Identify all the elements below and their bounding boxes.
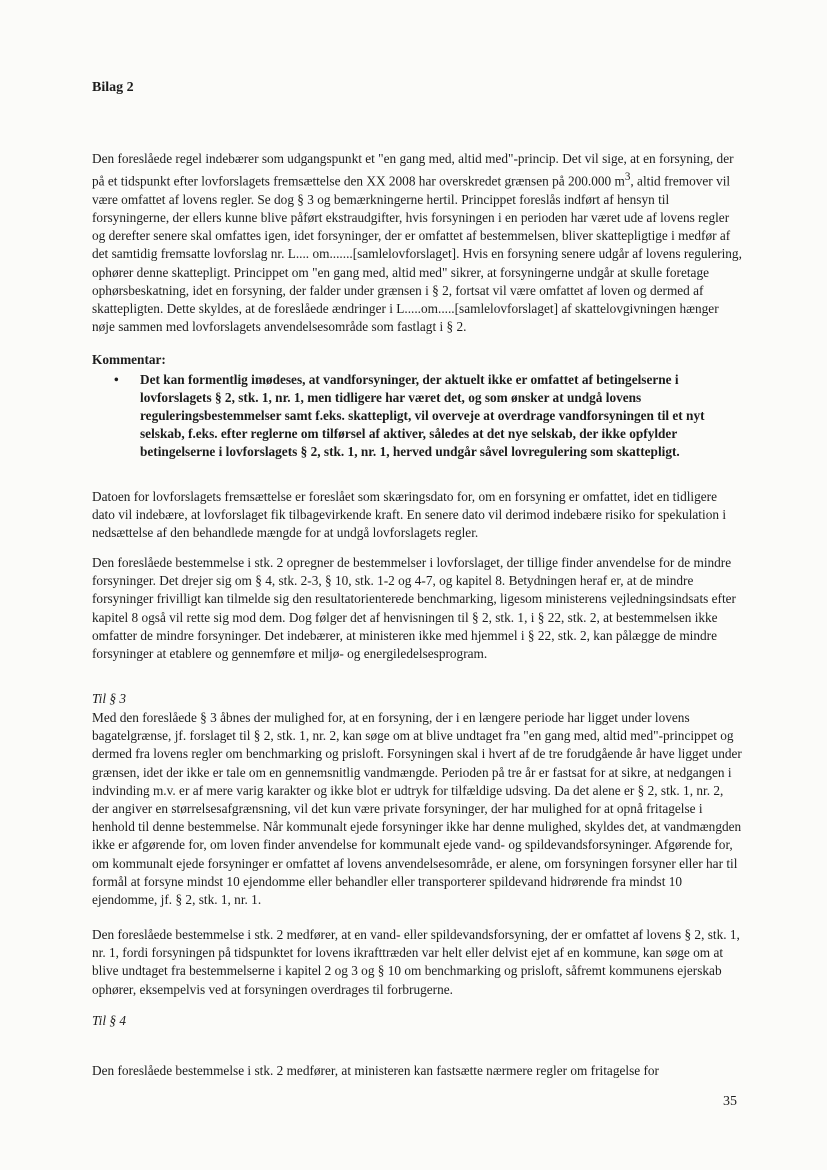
til-3-heading: Til § 3	[92, 691, 126, 706]
paragraph-1-text-a: Den foreslåede regel indebærer som udgangspunkt et "en gang med, altid med"-princip. Det vil sige, at en forsyning, der på et tidspunkt efter lovforslagets fremsættelse den XX 2008 har overskredet grænsen på 200.000 m	[92, 151, 734, 189]
comment-section	[92, 351, 742, 461]
paragraph-5	[92, 926, 742, 999]
appendix-heading: Bilag 2	[92, 80, 134, 95]
comment-label: Kommentar:	[92, 352, 166, 367]
paragraph-2	[92, 488, 742, 543]
paragraph-1-text-b: , altid fremover vil være omfattet af lovens regler. Se dog § 3 og bemærkningerne hertil. Princippet foreslås indført af hensyn til forsyningerne, der ellers kunne blive påført ekstraudgifter, hvis forsyningen i en perioden har været ude af lovens regler og derefter senere skal omfattes igen, idet forsyninger, der er omfattet af bestemmelsen, bliver skattepligtige i medfør af det samtidig fremsatte lovforslag nr. L.... om.......[samlelovforslaget]. Hvis en forsyning senere udgår af lovens regulering, ophører denne skattepligt. Princippet om "en gang med, altid med" sikrer, at forsyningerne undgår at skulle foretage ophørsbeskatning, idet en forsyning, der falder under grænsen i § 2, fortsat vil være omfattet af loven og dermed af skattepligten. Dette skyldes, at de foreslåede ændringer i L.....om.....[samlelovforslaget] af skattelovgivningen hænger nøje sammen med lovforslagets anvendelsesområde som fastlagt i § 2.	[92, 173, 742, 335]
paragraph-2-text: Datoen for lovforslagets fremsættelse er foreslået som skæringsdato for, om en forsyning er omfattet, idet en tidligere dato vil indebære, at lovforslaget fik tilbagevirkende kraft. En senere dato vil derimod indebære risiko for spekulation i nedsættelse af den behandlede mængde for at undgå lovforslagets regler.	[92, 489, 727, 541]
paragraph-4	[92, 709, 742, 909]
page-number: 35	[723, 1094, 737, 1109]
til-4-heading: Til § 4	[92, 1013, 126, 1028]
paragraph-3	[92, 554, 742, 663]
bullet-marker: •	[114, 372, 119, 388]
paragraph-3-text: Den foreslåede bestemmelse i stk. 2 opregner de bestemmelser i lovforslaget, der tillige finder anvendelse for de mindre forsyninger. Det drejer sig om § 4, stk. 2-3, § 10, stk. 1-2 og 4-7, og kapitel 8. Betydningen heraf er, at de mindre forsyninger frivilligt kan tilmelde sig den resultatorienterede benchmarking, ligesom ministerens vejledningsindsats efter kapitel 8 også vil rette sig mod dem. Dog følger det af henvisningen til § 2, stk. 1, i § 22, stk. 2, at bestemmelsen ikke omfatter de mindre forsyninger. Det indebærer, at ministeren ikke med hjemmel i § 22, stk. 2, kan pålægge de mindre forsyninger at etablere og gennemføre et miljø- og energiledelsesprogram.	[92, 555, 736, 662]
comment-bullet-item	[92, 371, 742, 461]
paragraph-4-text: Med den foreslåede § 3 åbnes der mulighed for, at en forsyning, der i en længere periode har ligget under lovens bagatelgrænse, jf. forslaget til § 2, stk. 1, nr. 2, kan søge om at blive undtaget fra "en gang med, altid med"-princippet og dermed fra lovens regler om benchmarking og prisloft. Forsyningen skal i hvert af de tre forudgående år have ligget under grænsen, idet der ikke er tale om en gennemsnitlig vandmængde. Perioden på tre år er fastsat for at sikre, at nedgangen i indvinding m.v. er af mere varig karakter og ikke blot er udtryk for tilfældige udsving. Da det alene er § 2, stk. 1, nr. 2, der angiver en størrelsesafgrænsning, vil det kun være private forsyninger, der har mulighed for at opnå fritagelse i henhold til denne bestemmelse. Når kommunalt ejede forsyninger ikke har denne mulighed, skyldes det, at vandmængden ikke er afgørende for, om loven finder anvendelse for kommunalt ejede vand- og spildevandsforsyninger. Afgørende for, om kommunalt ejede forsyninger er omfattet af lovens anvendelsesområde, er alene, om forsyningen forsyner eller har til formål at forsyne mindst 10 ejendomme eller behandler eller transporterer spildevand hidrørende fra mindst 10 ejendomme, jf. § 2, stk. 1, nr. 1.	[92, 710, 742, 908]
paragraph-5-text: Den foreslåede bestemmelse i stk. 2 medfører, at en vand- eller spildevandsforsyning, der er omfattet af lovens § 2, stk. 1, nr. 1, fordi forsyningen på tidspunktet for lovens ikrafttræden var helt eller delvist ejet af en kommune, kan søge om at blive undtaget fra bestemmelserne i kapitel 2 og 3 og § 10 om benchmarking og prisloft, såfremt kommunens ejerskab ophører, eksempelvis ved at forsyningen overdrages til forbrugerne.	[92, 927, 740, 997]
paragraph-1	[92, 150, 742, 336]
paragraph-6	[92, 1062, 722, 1080]
paragraph-6-text: Den foreslåede bestemmelse i stk. 2 medfører, at ministeren kan fastsætte nærmere regler om fritagelse for	[92, 1063, 659, 1078]
comment-text: Det kan formentlig imødeses, at vandforsyninger, der aktuelt ikke er omfattet af betingelserne i lovforslagets § 2, stk. 1, nr. 1, men tidligere har været det, og som ønsker at undgå lovens reguleringsbestemmelser samt f.eks. skattepligt, vil overveje at overdrage vandforsyningen til et nyt selskab, f.eks. efter reglerne om tilførsel af aktiver, således at det nye selskab, der ikke opfylder betingelserne i lovforslagets § 2, stk. 1, nr. 1, herved undgår såvel lovregulering som skattepligt.	[140, 372, 705, 460]
superscript-3: 3	[624, 171, 631, 184]
